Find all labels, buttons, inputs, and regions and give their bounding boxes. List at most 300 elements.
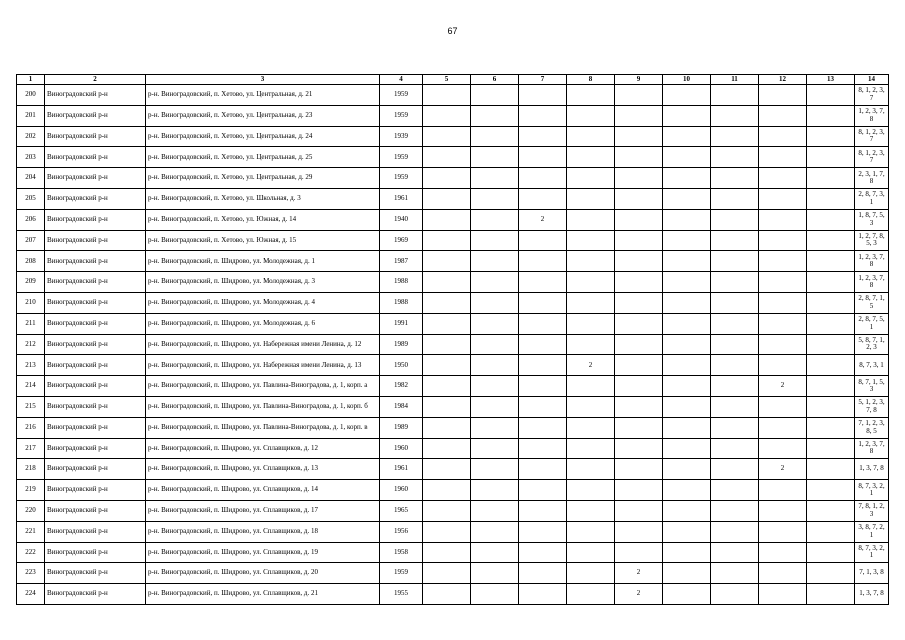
col6-cell bbox=[471, 459, 519, 480]
col9-cell bbox=[615, 417, 663, 438]
col12-cell bbox=[759, 500, 807, 521]
table-row bbox=[17, 313, 889, 334]
col12-cell bbox=[759, 584, 807, 605]
col9-cell bbox=[615, 251, 663, 272]
table-row bbox=[17, 500, 889, 521]
col5-cell bbox=[423, 334, 471, 355]
col8-cell bbox=[567, 563, 615, 584]
col13-cell bbox=[807, 209, 855, 230]
row-number: 220 bbox=[17, 500, 45, 521]
table-row bbox=[17, 188, 889, 209]
col8-cell bbox=[567, 584, 615, 605]
year-cell: 1987 bbox=[380, 251, 423, 272]
col10-cell bbox=[663, 438, 711, 459]
col11-cell bbox=[711, 376, 759, 397]
col6-cell bbox=[471, 85, 519, 106]
col5-cell bbox=[423, 168, 471, 189]
row-number: 222 bbox=[17, 542, 45, 563]
col6-cell bbox=[471, 480, 519, 501]
row-number: 212 bbox=[17, 334, 45, 355]
year-cell: 1989 bbox=[380, 334, 423, 355]
col11-cell bbox=[711, 500, 759, 521]
address-cell: р-н. Виноградовский, п. Хетово, ул. Южная, д. 14 bbox=[146, 209, 380, 230]
col13-cell bbox=[807, 126, 855, 147]
col7-cell bbox=[519, 147, 567, 168]
col12-cell: 2 bbox=[759, 459, 807, 480]
address-cell: р-н. Виноградовский, п. Шидрово, ул. Сплавщиков, д. 14 bbox=[146, 480, 380, 501]
col6-cell bbox=[471, 334, 519, 355]
col13-cell bbox=[807, 438, 855, 459]
table-row bbox=[17, 251, 889, 272]
table-row bbox=[17, 126, 889, 147]
col10-cell bbox=[663, 85, 711, 106]
column-header: 2 bbox=[45, 75, 146, 85]
col7-cell bbox=[519, 355, 567, 376]
address-cell: р-н. Виноградовский, п. Шидрово, ул. Сплавщиков, д. 12 bbox=[146, 438, 380, 459]
data-table bbox=[16, 74, 889, 605]
row-number: 200 bbox=[17, 85, 45, 106]
col5-cell bbox=[423, 376, 471, 397]
col5-cell bbox=[423, 313, 471, 334]
col6-cell bbox=[471, 292, 519, 313]
col8-cell bbox=[567, 376, 615, 397]
col8-cell bbox=[567, 480, 615, 501]
col6-cell bbox=[471, 168, 519, 189]
column-header: 1 bbox=[17, 75, 45, 85]
address-cell: р-н. Виноградовский, п. Хетово, ул. Центральная, д. 23 bbox=[146, 105, 380, 126]
col7-cell bbox=[519, 417, 567, 438]
col6-cell bbox=[471, 188, 519, 209]
col10-cell bbox=[663, 188, 711, 209]
col5-cell bbox=[423, 126, 471, 147]
col8-cell bbox=[567, 417, 615, 438]
col5-cell bbox=[423, 438, 471, 459]
address-cell: р-н. Виноградовский, п. Хетово, ул. Центральная, д. 29 bbox=[146, 168, 380, 189]
col5-cell bbox=[423, 396, 471, 417]
address-cell: р-н. Виноградовский, п. Хетово, ул. Южная, д. 15 bbox=[146, 230, 380, 251]
col11-cell bbox=[711, 355, 759, 376]
table-row bbox=[17, 230, 889, 251]
row-number: 204 bbox=[17, 168, 45, 189]
col10-cell bbox=[663, 563, 711, 584]
col12-cell bbox=[759, 417, 807, 438]
col7-cell bbox=[519, 459, 567, 480]
row-number: 205 bbox=[17, 188, 45, 209]
col9-cell bbox=[615, 126, 663, 147]
col5-cell bbox=[423, 459, 471, 480]
codes-cell: 8, 7, 3, 2, 1 bbox=[855, 542, 889, 563]
col11-cell bbox=[711, 480, 759, 501]
col10-cell bbox=[663, 251, 711, 272]
codes-cell: 1, 3, 7, 8 bbox=[855, 459, 889, 480]
year-cell: 1940 bbox=[380, 209, 423, 230]
col9-cell bbox=[615, 272, 663, 293]
col7-cell bbox=[519, 292, 567, 313]
col6-cell bbox=[471, 126, 519, 147]
col11-cell bbox=[711, 542, 759, 563]
col12-cell bbox=[759, 168, 807, 189]
codes-cell: 2, 8, 7, 5, 1 bbox=[855, 313, 889, 334]
year-cell: 1959 bbox=[380, 105, 423, 126]
address-cell: р-н. Виноградовский, п. Хетово, ул. Центральная, д. 24 bbox=[146, 126, 380, 147]
col13-cell bbox=[807, 521, 855, 542]
col13-cell bbox=[807, 251, 855, 272]
table-row bbox=[17, 396, 889, 417]
col13-cell bbox=[807, 355, 855, 376]
col10-cell bbox=[663, 168, 711, 189]
col7-cell bbox=[519, 521, 567, 542]
district-cell: Виноградовский р-н bbox=[45, 126, 146, 147]
col10-cell bbox=[663, 376, 711, 397]
col7-cell bbox=[519, 376, 567, 397]
col10-cell bbox=[663, 147, 711, 168]
col9-cell bbox=[615, 313, 663, 334]
year-cell: 1959 bbox=[380, 147, 423, 168]
codes-cell: 5, 1, 2, 3, 7, 8 bbox=[855, 396, 889, 417]
col9-cell bbox=[615, 292, 663, 313]
col6-cell bbox=[471, 417, 519, 438]
codes-cell: 8, 1, 2, 3, 7 bbox=[855, 85, 889, 106]
col10-cell bbox=[663, 292, 711, 313]
row-number: 206 bbox=[17, 209, 45, 230]
col8-cell bbox=[567, 521, 615, 542]
codes-cell: 1, 2, 3, 7, 8 bbox=[855, 251, 889, 272]
col12-cell bbox=[759, 355, 807, 376]
col10-cell bbox=[663, 313, 711, 334]
col8-cell bbox=[567, 292, 615, 313]
year-cell: 1965 bbox=[380, 500, 423, 521]
col5-cell bbox=[423, 272, 471, 293]
col9-cell bbox=[615, 480, 663, 501]
year-cell: 1988 bbox=[380, 272, 423, 293]
col11-cell bbox=[711, 147, 759, 168]
year-cell: 1958 bbox=[380, 542, 423, 563]
col6-cell bbox=[471, 147, 519, 168]
col7-cell bbox=[519, 563, 567, 584]
col7-cell bbox=[519, 168, 567, 189]
district-cell: Виноградовский р-н bbox=[45, 542, 146, 563]
year-cell: 1982 bbox=[380, 376, 423, 397]
table-row bbox=[17, 459, 889, 480]
col5-cell bbox=[423, 563, 471, 584]
col11-cell bbox=[711, 396, 759, 417]
col12-cell bbox=[759, 334, 807, 355]
district-cell: Виноградовский р-н bbox=[45, 459, 146, 480]
col6-cell bbox=[471, 563, 519, 584]
col8-cell bbox=[567, 313, 615, 334]
row-number: 218 bbox=[17, 459, 45, 480]
col13-cell bbox=[807, 292, 855, 313]
col5-cell bbox=[423, 188, 471, 209]
district-cell: Виноградовский р-н bbox=[45, 292, 146, 313]
table-row bbox=[17, 292, 889, 313]
col5-cell bbox=[423, 542, 471, 563]
address-cell: р-н. Виноградовский, п. Шидрово, ул. Сплавщиков, д. 17 bbox=[146, 500, 380, 521]
district-cell: Виноградовский р-н bbox=[45, 584, 146, 605]
col6-cell bbox=[471, 209, 519, 230]
row-number: 211 bbox=[17, 313, 45, 334]
address-cell: р-н. Виноградовский, п. Шидрово, ул. Павлина-Виноградова, д. 1, корп. а bbox=[146, 376, 380, 397]
col12-cell bbox=[759, 209, 807, 230]
col11-cell bbox=[711, 521, 759, 542]
page-number: 67 bbox=[447, 26, 458, 36]
col11-cell bbox=[711, 334, 759, 355]
col7-cell bbox=[519, 480, 567, 501]
col12-cell bbox=[759, 480, 807, 501]
col10-cell bbox=[663, 334, 711, 355]
col10-cell bbox=[663, 417, 711, 438]
col11-cell bbox=[711, 105, 759, 126]
row-number: 207 bbox=[17, 230, 45, 251]
col12-cell bbox=[759, 85, 807, 106]
col9-cell bbox=[615, 188, 663, 209]
col11-cell bbox=[711, 459, 759, 480]
col8-cell bbox=[567, 147, 615, 168]
col7-cell bbox=[519, 584, 567, 605]
col13-cell bbox=[807, 542, 855, 563]
col13-cell bbox=[807, 417, 855, 438]
col8-cell bbox=[567, 209, 615, 230]
district-cell: Виноградовский р-н bbox=[45, 188, 146, 209]
table-body bbox=[17, 85, 889, 605]
district-cell: Виноградовский р-н bbox=[45, 168, 146, 189]
table-row bbox=[17, 438, 889, 459]
address-cell: р-н. Виноградовский, п. Шидрово, ул. Сплавщиков, д. 19 bbox=[146, 542, 380, 563]
col7-cell bbox=[519, 396, 567, 417]
address-cell: р-н. Виноградовский, п. Шидрово, ул. Молодежная, д. 3 bbox=[146, 272, 380, 293]
col13-cell bbox=[807, 563, 855, 584]
col11-cell bbox=[711, 188, 759, 209]
col13-cell bbox=[807, 584, 855, 605]
address-cell: р-н. Виноградовский, п. Шидрово, ул. Молодежная, д. 1 bbox=[146, 251, 380, 272]
year-cell: 1988 bbox=[380, 292, 423, 313]
column-header: 14 bbox=[855, 75, 889, 85]
col9-cell bbox=[615, 85, 663, 106]
district-cell: Виноградовский р-н bbox=[45, 230, 146, 251]
col10-cell bbox=[663, 105, 711, 126]
col6-cell bbox=[471, 355, 519, 376]
col7-cell bbox=[519, 438, 567, 459]
codes-cell: 2, 8, 7, 1, 5 bbox=[855, 292, 889, 313]
codes-cell: 5, 8, 7, 1, 2, 3 bbox=[855, 334, 889, 355]
codes-cell: 8, 7, 3, 2, 1 bbox=[855, 480, 889, 501]
col5-cell bbox=[423, 480, 471, 501]
col12-cell bbox=[759, 396, 807, 417]
column-header: 6 bbox=[471, 75, 519, 85]
col13-cell bbox=[807, 376, 855, 397]
year-cell: 1959 bbox=[380, 563, 423, 584]
col12-cell bbox=[759, 272, 807, 293]
codes-cell: 1, 3, 7, 8 bbox=[855, 584, 889, 605]
col7-cell bbox=[519, 334, 567, 355]
col9-cell bbox=[615, 438, 663, 459]
col9-cell bbox=[615, 168, 663, 189]
col11-cell bbox=[711, 584, 759, 605]
col9-cell bbox=[615, 376, 663, 397]
codes-cell: 1, 2, 3, 7, 8 bbox=[855, 105, 889, 126]
address-cell: р-н. Виноградовский, п. Шидрово, ул. Сплавщиков, д. 13 bbox=[146, 459, 380, 480]
col5-cell bbox=[423, 521, 471, 542]
col9-cell: 2 bbox=[615, 584, 663, 605]
col11-cell bbox=[711, 313, 759, 334]
column-header: 4 bbox=[380, 75, 423, 85]
col5-cell bbox=[423, 105, 471, 126]
col7-cell bbox=[519, 542, 567, 563]
table-row bbox=[17, 85, 889, 106]
col11-cell bbox=[711, 563, 759, 584]
year-cell: 1991 bbox=[380, 313, 423, 334]
table-row bbox=[17, 584, 889, 605]
col8-cell bbox=[567, 542, 615, 563]
col9-cell: 2 bbox=[615, 563, 663, 584]
col10-cell bbox=[663, 272, 711, 293]
col7-cell bbox=[519, 126, 567, 147]
col13-cell bbox=[807, 105, 855, 126]
col13-cell bbox=[807, 272, 855, 293]
col10-cell bbox=[663, 459, 711, 480]
col10-cell bbox=[663, 521, 711, 542]
column-header: 5 bbox=[423, 75, 471, 85]
col8-cell bbox=[567, 230, 615, 251]
district-cell: Виноградовский р-н bbox=[45, 209, 146, 230]
address-cell: р-н. Виноградовский, п. Шидрово, ул. Павлина-Виноградова, д. 1, корп. б bbox=[146, 396, 380, 417]
col13-cell bbox=[807, 313, 855, 334]
district-cell: Виноградовский р-н bbox=[45, 563, 146, 584]
col8-cell bbox=[567, 85, 615, 106]
table-row bbox=[17, 417, 889, 438]
col6-cell bbox=[471, 438, 519, 459]
table-row bbox=[17, 563, 889, 584]
row-number: 214 bbox=[17, 376, 45, 397]
col8-cell bbox=[567, 500, 615, 521]
year-cell: 1959 bbox=[380, 168, 423, 189]
address-cell: р-н. Виноградовский, п. Шидрово, ул. Молодежная, д. 6 bbox=[146, 313, 380, 334]
year-cell: 1950 bbox=[380, 355, 423, 376]
col7-cell bbox=[519, 188, 567, 209]
column-header: 12 bbox=[759, 75, 807, 85]
codes-cell: 7, 1, 3, 8 bbox=[855, 563, 889, 584]
col8-cell bbox=[567, 396, 615, 417]
col8-cell bbox=[567, 334, 615, 355]
table-row bbox=[17, 480, 889, 501]
col9-cell bbox=[615, 396, 663, 417]
address-cell: р-н. Виноградовский, п. Шидрово, ул. Сплавщиков, д. 21 bbox=[146, 584, 380, 605]
col9-cell bbox=[615, 334, 663, 355]
col5-cell bbox=[423, 209, 471, 230]
row-number: 223 bbox=[17, 563, 45, 584]
col6-cell bbox=[471, 376, 519, 397]
codes-cell: 2, 8, 7, 3, 1 bbox=[855, 188, 889, 209]
col13-cell bbox=[807, 459, 855, 480]
col11-cell bbox=[711, 438, 759, 459]
col8-cell bbox=[567, 105, 615, 126]
column-header: 10 bbox=[663, 75, 711, 85]
col6-cell bbox=[471, 396, 519, 417]
col11-cell bbox=[711, 126, 759, 147]
district-cell: Виноградовский р-н bbox=[45, 500, 146, 521]
col10-cell bbox=[663, 126, 711, 147]
address-cell: р-н. Виноградовский, п. Шидрово, ул. Сплавщиков, д. 20 bbox=[146, 563, 380, 584]
codes-cell: 1, 2, 3, 7, 8 bbox=[855, 272, 889, 293]
col7-cell bbox=[519, 85, 567, 106]
col5-cell bbox=[423, 251, 471, 272]
col8-cell bbox=[567, 126, 615, 147]
col5-cell bbox=[423, 417, 471, 438]
table-row bbox=[17, 105, 889, 126]
codes-cell: 3, 8, 7, 2, 1 bbox=[855, 521, 889, 542]
district-cell: Виноградовский р-н bbox=[45, 85, 146, 106]
district-cell: Виноградовский р-н bbox=[45, 417, 146, 438]
col8-cell bbox=[567, 459, 615, 480]
table-row bbox=[17, 147, 889, 168]
table-row bbox=[17, 168, 889, 189]
col12-cell bbox=[759, 292, 807, 313]
col12-cell bbox=[759, 126, 807, 147]
column-header: 11 bbox=[711, 75, 759, 85]
col12-cell bbox=[759, 251, 807, 272]
col13-cell bbox=[807, 480, 855, 501]
row-number: 201 bbox=[17, 105, 45, 126]
district-cell: Виноградовский р-н bbox=[45, 313, 146, 334]
col11-cell bbox=[711, 230, 759, 251]
col12-cell bbox=[759, 188, 807, 209]
row-number: 217 bbox=[17, 438, 45, 459]
codes-cell: 8, 1, 2, 3, 7 bbox=[855, 147, 889, 168]
col11-cell bbox=[711, 292, 759, 313]
table-row bbox=[17, 355, 889, 376]
col13-cell bbox=[807, 168, 855, 189]
col13-cell bbox=[807, 230, 855, 251]
col5-cell bbox=[423, 85, 471, 106]
col13-cell bbox=[807, 188, 855, 209]
col6-cell bbox=[471, 251, 519, 272]
district-cell: Виноградовский р-н bbox=[45, 396, 146, 417]
row-number: 216 bbox=[17, 417, 45, 438]
col8-cell bbox=[567, 168, 615, 189]
col11-cell bbox=[711, 417, 759, 438]
col5-cell bbox=[423, 500, 471, 521]
col10-cell bbox=[663, 542, 711, 563]
col5-cell bbox=[423, 147, 471, 168]
codes-cell: 8, 1, 2, 3, 7 bbox=[855, 126, 889, 147]
district-cell: Виноградовский р-н bbox=[45, 480, 146, 501]
col6-cell bbox=[471, 313, 519, 334]
row-number: 213 bbox=[17, 355, 45, 376]
table-row bbox=[17, 542, 889, 563]
col9-cell bbox=[615, 542, 663, 563]
col9-cell bbox=[615, 105, 663, 126]
header-row bbox=[17, 75, 889, 85]
col7-cell bbox=[519, 272, 567, 293]
col9-cell bbox=[615, 500, 663, 521]
table-row bbox=[17, 209, 889, 230]
address-cell: р-н. Виноградовский, п. Хетово, ул. Школьная, д. 3 bbox=[146, 188, 380, 209]
row-number: 202 bbox=[17, 126, 45, 147]
column-header: 13 bbox=[807, 75, 855, 85]
year-cell: 1989 bbox=[380, 417, 423, 438]
col8-cell bbox=[567, 272, 615, 293]
col10-cell bbox=[663, 396, 711, 417]
address-cell: р-н. Виноградовский, п. Шидрово, ул. Молодежная, д. 4 bbox=[146, 292, 380, 313]
year-cell: 1961 bbox=[380, 188, 423, 209]
col6-cell bbox=[471, 272, 519, 293]
district-cell: Виноградовский р-н bbox=[45, 272, 146, 293]
codes-cell: 7, 8, 1, 2, 3 bbox=[855, 500, 889, 521]
col12-cell bbox=[759, 230, 807, 251]
col6-cell bbox=[471, 500, 519, 521]
table-row bbox=[17, 334, 889, 355]
column-header: 3 bbox=[146, 75, 380, 85]
